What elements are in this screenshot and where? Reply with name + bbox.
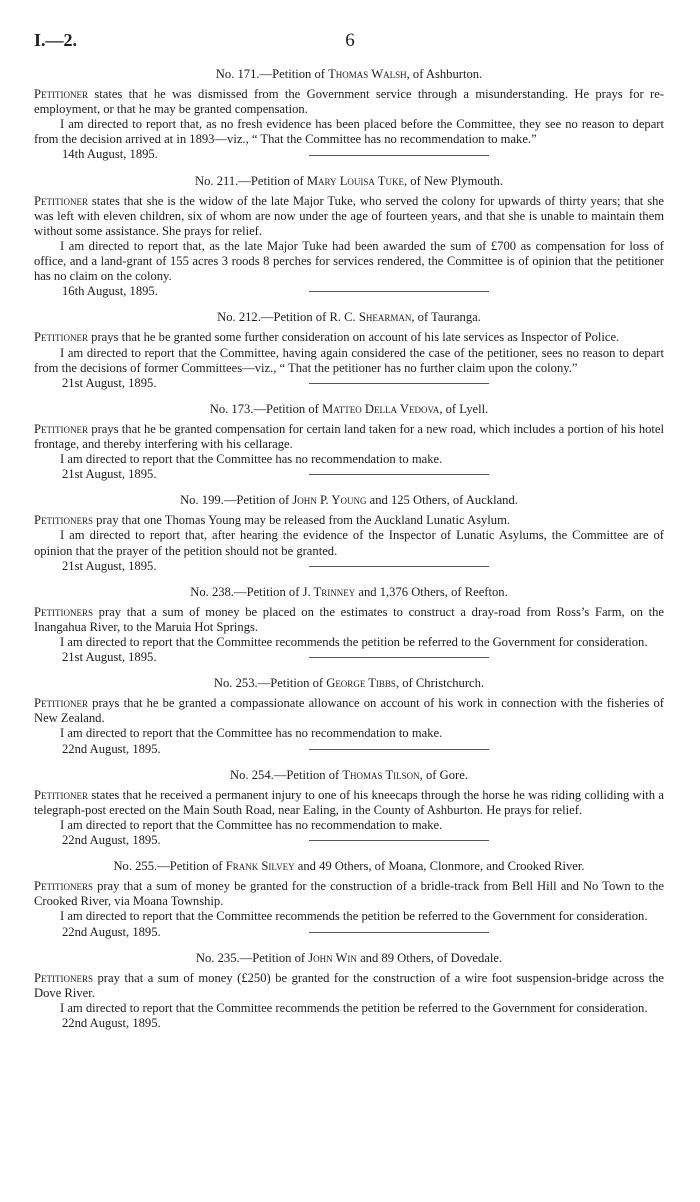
petition-title: No. 212.—Petition of R. C. Shearman, of Tauranga.: [217, 310, 481, 325]
petition-statement: Petitioner states that he was dismissed from the Government service through a misunderstanding. He prays for re-employment, or that he may be granted compensation.: [34, 87, 664, 117]
petition-title: No. 253.—Petition of George Tibbs, of Christchurch.: [213, 676, 485, 691]
petition-title: No. 173.—Petition of Matteo Della Vedova, of Lyell.: [209, 401, 489, 416]
divider-rule: [309, 749, 489, 750]
document-reference: I.—2.: [34, 30, 78, 50]
petitions-list: [34, 67, 664, 1031]
divider-rule: [309, 291, 489, 292]
divider-rule: [309, 657, 489, 658]
report-date: 22nd August, 1895.: [62, 1015, 161, 1030]
petition-statement: Petitioner states that he received a permanent injury to one of his kneecaps through the horse he was riding colliding with a telegraph-post erected on the Main South Road, near Ealing, in the County of Ashburton. He prays for relief.: [34, 787, 664, 817]
committee-report: I am directed to report that, as the late Major Tuke had been awarded the sum of £700 as compensation for loss of office, and a land-grant of 155 acres 3 roods 8 perches for services rendered, the Committee is of opinion that the petitioner has no claim on the colony.: [34, 238, 664, 284]
petition-entry: [34, 174, 664, 300]
divider-rule: [309, 840, 489, 841]
committee-report: I am directed to report that the Committee has no recommendation to make.: [60, 817, 443, 832]
committee-report: I am directed to report that the Committee has no recommendation to make.: [60, 726, 443, 741]
petition-entry: [34, 310, 664, 390]
petition-title: No. 199.—Petition of John P. Young and 125 Others, of Auckland.: [180, 493, 518, 508]
petition-entry: [34, 67, 664, 163]
report-date: 14th August, 1895.: [62, 147, 158, 162]
report-date: 22nd August, 1895.: [62, 833, 161, 848]
report-date: 16th August, 1895.: [62, 284, 158, 299]
petition-statement: Petitioners pray that a sum of money be granted for the construction of a bridle-track from Bell Hill and No Town to the Crooked River, via Moana Township.: [34, 879, 664, 909]
petition-statement: Petitioner states that she is the widow of the late Major Tuke, who served the colony for upwards of thirty years; that she was left with eleven children, six of whom are now under the age of fourteen years, and that she is unable to maintain them without some assistance. She prays for relief.: [34, 193, 664, 238]
petition-entry: [34, 493, 664, 573]
petition-entry: [34, 768, 664, 848]
report-date: 22nd August, 1895.: [62, 741, 161, 756]
petition-statement: Petitioner prays that he be granted a compassionate allowance on account of his work in connection with the fisheries of New Zealand.: [34, 696, 664, 726]
page-number: 6: [345, 30, 355, 51]
divider-rule: [309, 566, 489, 567]
report-date: 21st August, 1895.: [62, 650, 157, 665]
divider-rule: [309, 155, 489, 156]
petition-entry: [34, 951, 664, 1031]
petition-statement: Petitioner prays that he be granted some further consideration on account of his late services as Inspector of Police.: [34, 330, 620, 345]
petition-title: No. 235.—Petition of John Win and 89 Others, of Dovedale.: [195, 950, 503, 965]
divider-rule: [309, 383, 489, 384]
petition-statement: Petitioners pray that one Thomas Young may be released from the Auckland Lunatic Asylum.: [34, 513, 511, 528]
report-date: 21st August, 1895.: [62, 558, 157, 573]
committee-report: I am directed to report that the Committee recommends the petition be referred to the Government for consideration.: [60, 909, 648, 924]
petition-statement: Petitioner prays that he be granted compensation for certain land taken for a new road, which includes a portion of his hotel frontage, and thereby interfering with his cellarage.: [34, 421, 664, 451]
petition-title: No. 255.—Petition of Frank Silvey and 49 Others, of Moana, Clonmore, and Crooked River.: [113, 859, 585, 874]
petition-title: No. 211.—Petition of Mary Louisa Tuke, of New Plymouth.: [195, 173, 503, 188]
report-date: 21st August, 1895.: [62, 375, 157, 390]
petition-entry: [34, 676, 664, 756]
petition-statement: Petitioners pray that a sum of money (£250) be granted for the construction of a wire foot suspension-bridge across the Dove River.: [34, 970, 664, 1000]
page-header: [34, 30, 666, 56]
committee-report: I am directed to report that, after hearing the evidence of the Inspector of Lunatic Asylums, the Committee are of opinion that the prayer of the petition should not be granted.: [34, 528, 664, 558]
committee-report: I am directed to report that the Committee recommends the petition be referred to the Government for consideration.: [60, 1000, 648, 1015]
committee-report: I am directed to report that the Committee, having again considered the case of the petitioner, sees no reason to depart from the decisions of former Committees—viz., “ That the petitioner has no further claim upon the colony.”: [34, 345, 664, 375]
petition-title: No. 238.—Petition of J. Trinney and 1,376 Others, of Reefton.: [190, 584, 508, 599]
report-date: 21st August, 1895.: [62, 467, 157, 482]
committee-report: I am directed to report that the Committee recommends the petition be referred to the Government for consideration.: [60, 635, 648, 649]
petition-entry: [34, 859, 664, 939]
petition-statement: Petitioners pray that a sum of money be placed on the estimates to construct a dray-road from Ross’s Farm, on the Inangahua River, to the Maruia Hot Springs.: [34, 604, 664, 634]
report-date: 22nd August, 1895.: [62, 924, 161, 939]
committee-report: I am directed to report that the Committee has no recommendation to make.: [60, 452, 443, 467]
petition-entry: [34, 402, 664, 482]
committee-report: I am directed to report that, as no fresh evidence has been placed before the Committee, they see no reason to depart from the decision arrived at in 1893—viz., “ That the Committee has no recommendation to make.”: [34, 117, 664, 147]
divider-rule: [309, 474, 489, 475]
petition-title: No. 254.—Petition of Thomas Tilson, of Gore.: [230, 767, 468, 782]
petition-entry: [34, 585, 664, 665]
divider-rule: [309, 932, 489, 933]
petition-title: No. 171.—Petition of Thomas Walsh, of Ashburton.: [215, 67, 483, 81]
